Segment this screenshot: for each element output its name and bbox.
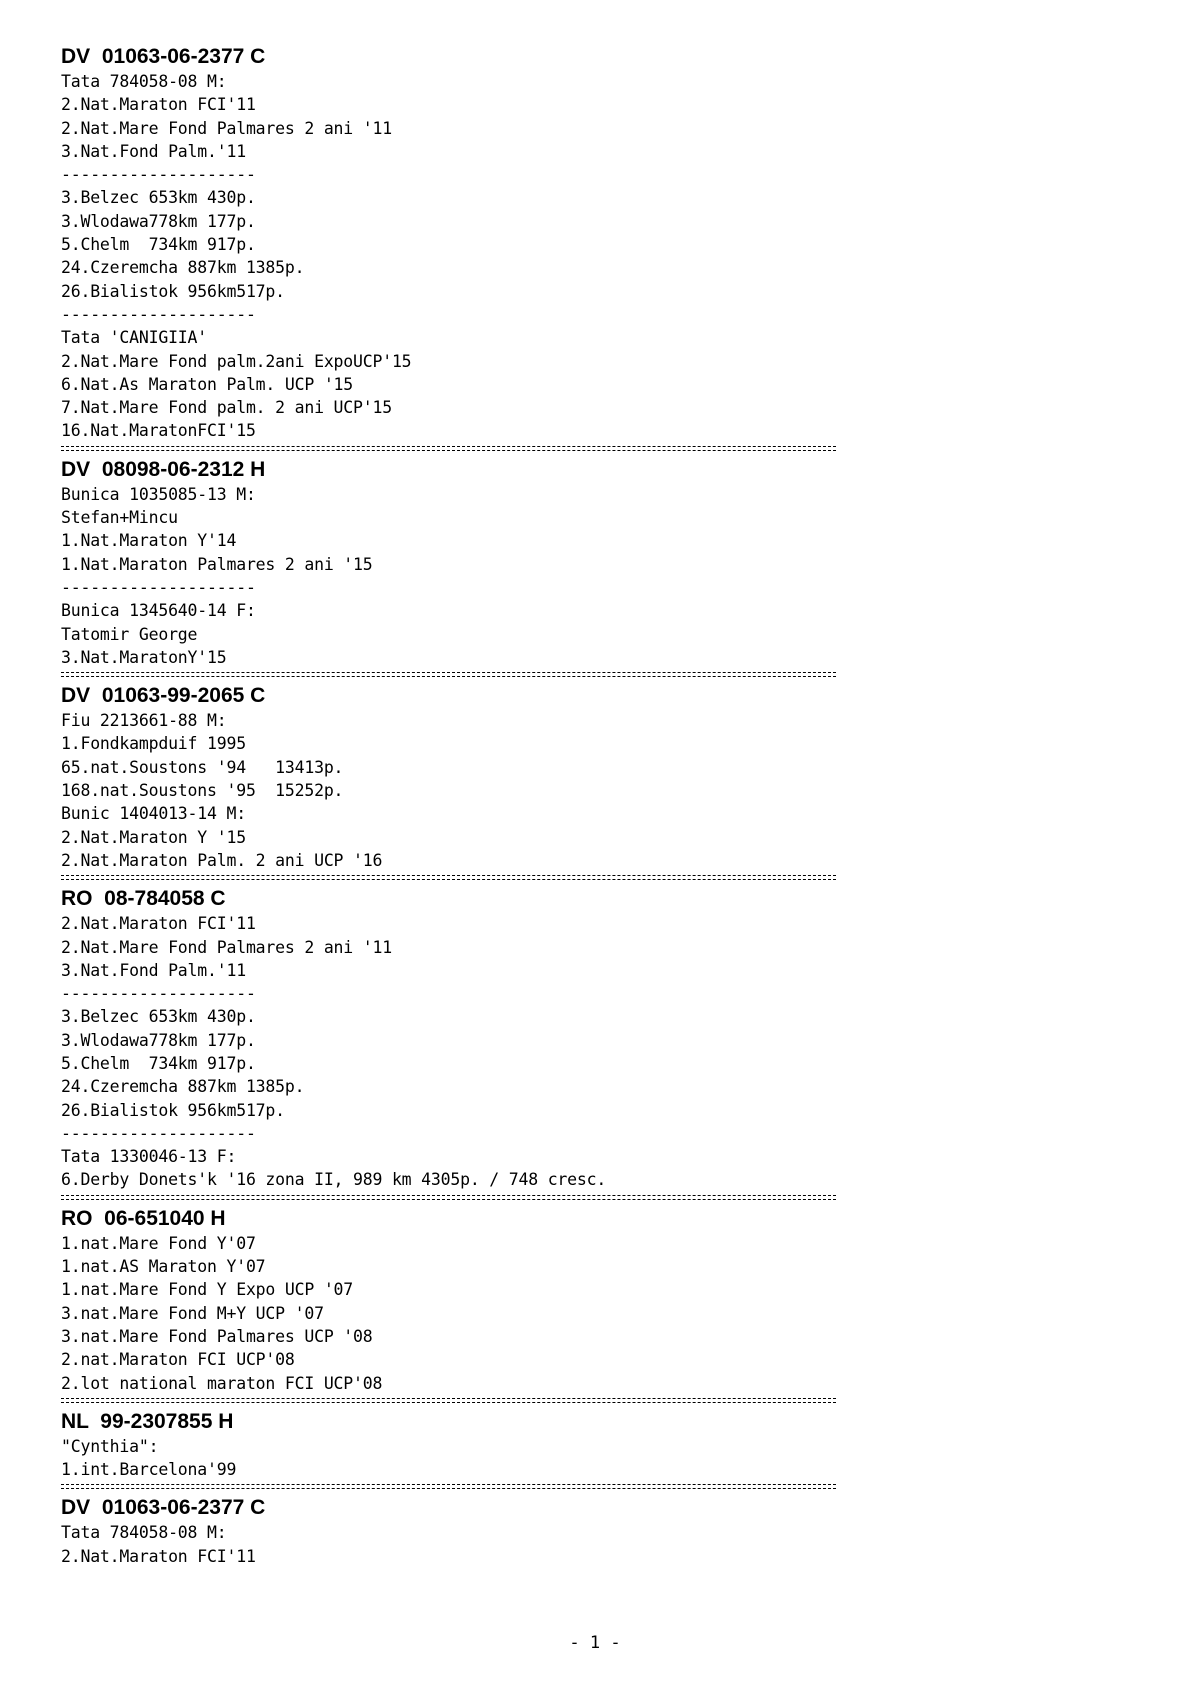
record-block [61, 886, 1121, 1204]
record-line: 3.Belzec 653km 430p. [61, 1007, 256, 1027]
record-line: 3.nat.Mare Fond M+Y UCP '07 [61, 1303, 324, 1323]
record-line: 2.Nat.Maraton FCI'11 [61, 95, 256, 115]
record-line: 1.Nat.Maraton Y'14 [61, 531, 237, 551]
record-title: DV 01063-06-2377 C [61, 1496, 266, 1520]
record-line: 1.Fondkampduif 1995 [61, 734, 246, 754]
record-line: "Cynthia": [61, 1436, 159, 1456]
record-line: Bunica 1345640-14 F: [61, 601, 256, 621]
record-block [61, 1495, 1121, 1568]
record-line: 3.Belzec 653km 430p. [61, 188, 256, 208]
record-block [61, 457, 1121, 681]
record-title: RO 08-784058 C [61, 887, 226, 911]
record-line: 16.Nat.MaratonFCI'15 [61, 421, 256, 441]
record-line: 7.Nat.Mare Fond palm. 2 ani UCP'15 [61, 398, 392, 418]
dash-separator: -------------------- [61, 1123, 256, 1143]
record-line: 1.nat.Mare Fond Y'07 [61, 1233, 256, 1253]
record-line: 3.Nat.Fond Palm.'11 [61, 960, 246, 980]
record-line: 1.Nat.Maraton Palmares 2 ani '15 [61, 554, 373, 574]
record-line: 2.lot national maraton FCI UCP'08 [61, 1373, 383, 1393]
record-line: 2.Nat.Maraton FCI'11 [61, 1546, 256, 1566]
page-number: - 1 - [569, 1633, 621, 1653]
record-line: 2.Nat.Maraton FCI'11 [61, 914, 256, 934]
record-block [61, 44, 1121, 455]
dash-separator: -------------------- [61, 577, 256, 597]
record-title: RO 06-651040 H [61, 1206, 226, 1230]
record-line: 24.Czeremcha 887km 1385p. [61, 258, 305, 278]
record-line: 3.Wlodawa778km 177p. [61, 211, 256, 231]
record-line: Tata 'CANIGIIA' [61, 328, 208, 348]
record-line: Bunica 1035085-13 M: [61, 484, 256, 504]
record-line: 2.Nat.Maraton Palm. 2 ani UCP '16 [61, 850, 383, 870]
record-line: 5.Chelm 734km 917p. [61, 1053, 256, 1073]
record-line: 5.Chelm 734km 917p. [61, 235, 256, 255]
record-title: NL 99-2307855 H [61, 1409, 234, 1433]
record-line: 3.Nat.Fond Palm.'11 [61, 141, 246, 161]
record-line: 168.nat.Soustons '95 15252p. [61, 781, 344, 801]
record-divider [61, 1192, 836, 1204]
record-line: Bunic 1404013-14 M: [61, 804, 246, 824]
record-line: 3.nat.Mare Fond Palmares UCP '08 [61, 1326, 373, 1346]
record-divider [61, 1481, 836, 1493]
record-line: Tata 784058-08 M: [61, 1523, 227, 1543]
dash-separator: -------------------- [61, 165, 256, 185]
record-line: Tata 1330046-13 F: [61, 1147, 237, 1167]
record-line: Tatomir George [61, 624, 198, 644]
record-title: DV 08098-06-2312 H [61, 457, 266, 481]
record-line: 6.Derby Donets'k '16 zona II, 989 km 4305p. / 748 cresc. [61, 1170, 607, 1190]
record-title: DV 01063-99-2065 C [61, 684, 266, 708]
record-line: 2.Nat.Maraton Y '15 [61, 827, 246, 847]
record-divider [61, 1395, 836, 1407]
record-line: 1.nat.Mare Fond Y Expo UCP '07 [61, 1280, 354, 1300]
record-line: 1.nat.AS Maraton Y'07 [61, 1257, 266, 1277]
record-line: 26.Bialistok 956km517p. [61, 281, 285, 301]
record-line: Fiu 2213661-88 M: [61, 711, 227, 731]
record-line: 2.Nat.Mare Fond Palmares 2 ani '11 [61, 937, 392, 957]
dash-separator: -------------------- [61, 984, 256, 1004]
record-line: 3.Wlodawa778km 177p. [61, 1030, 256, 1050]
record-divider [61, 872, 836, 884]
record-line: 2.nat.Maraton FCI UCP'08 [61, 1350, 295, 1370]
record-line: 2.Nat.Mare Fond Palmares 2 ani '11 [61, 118, 392, 138]
record-line: 65.nat.Soustons '94 13413p. [61, 757, 344, 777]
record-line: 26.Bialistok 956km517p. [61, 1100, 285, 1120]
record-divider [61, 443, 836, 455]
record-divider [61, 669, 836, 681]
document-body [61, 44, 1121, 1568]
record-block [61, 1409, 1121, 1494]
dash-separator: -------------------- [61, 304, 256, 324]
record-line: 2.Nat.Mare Fond palm.2ani ExpoUCP'15 [61, 351, 412, 371]
record-line: Tata 784058-08 M: [61, 72, 227, 91]
record-title: DV 01063-06-2377 C [61, 45, 266, 68]
record-line: 3.Nat.MaratonY'15 [61, 647, 227, 667]
record-block [61, 1206, 1121, 1407]
record-line: 24.Czeremcha 887km 1385p. [61, 1077, 305, 1097]
record-line: 1.int.Barcelona'99 [61, 1460, 237, 1480]
record-line: Stefan+Mincu [61, 508, 178, 528]
record-line: 6.Nat.As Maraton Palm. UCP '15 [61, 374, 354, 394]
record-block [61, 683, 1121, 884]
